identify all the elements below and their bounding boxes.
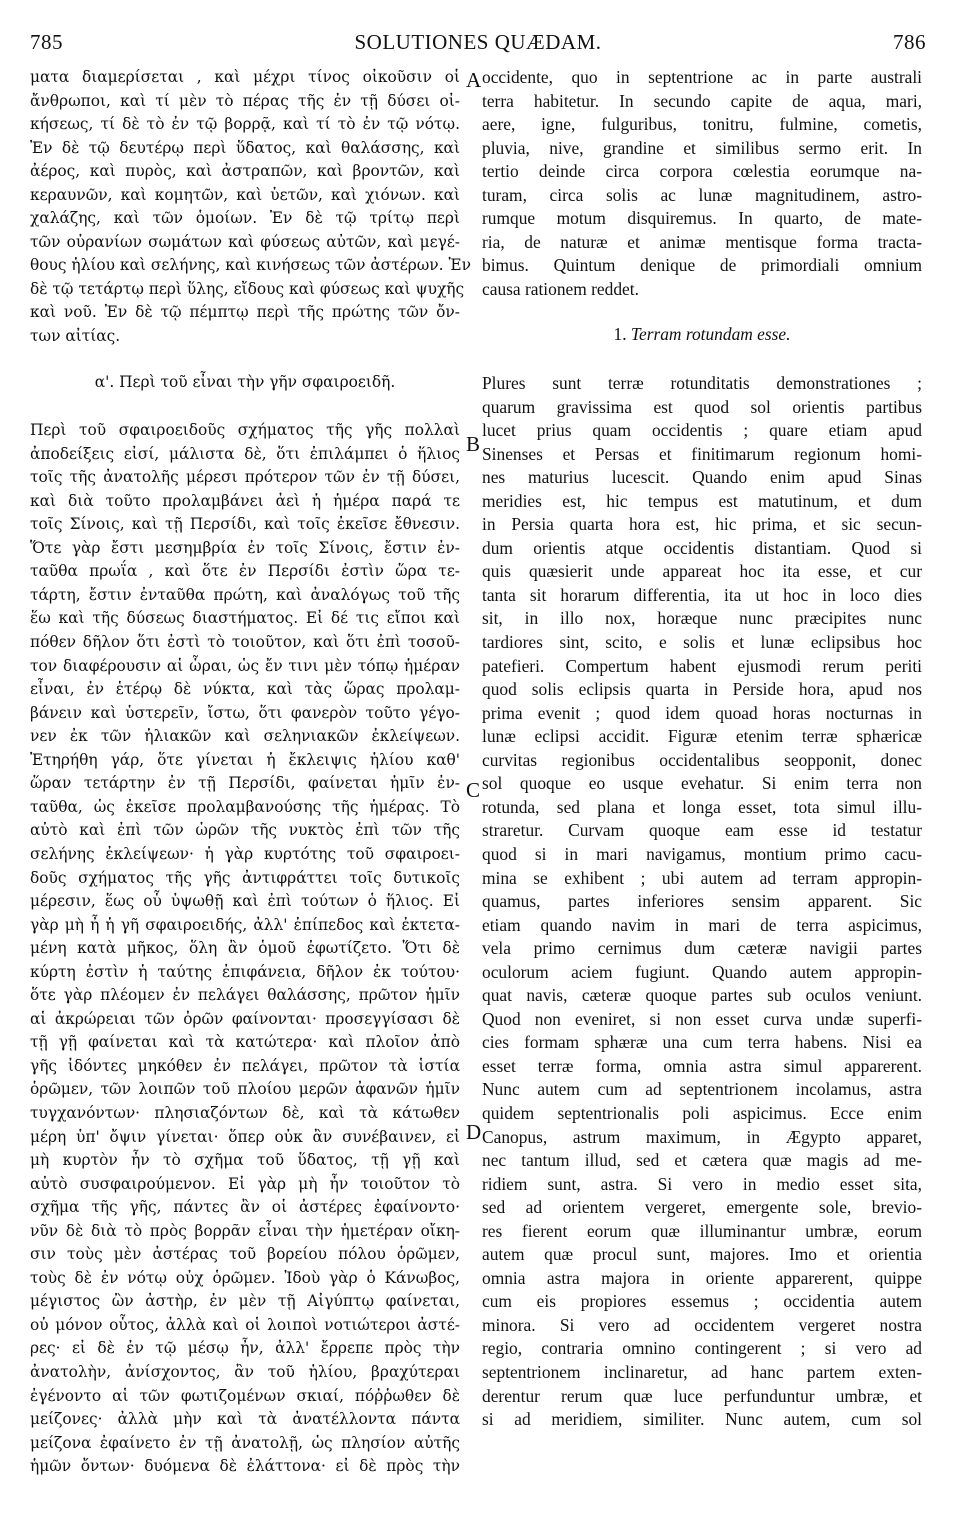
text-line: nec tantum illud, sed et cætera quæ magis ad me- — [482, 1150, 922, 1171]
text-line: etiam quando navim in mari de terra aspicimus, — [482, 914, 922, 935]
text-line: τῶν οὐρανίων σωμάτων καὶ φύσεως αὐτῶν, καὶ μεγέ- — [30, 232, 460, 251]
text-line: quis quæsierit unde appareat hoc ita esse, et cur — [482, 561, 922, 582]
text-line: Περὶ τοῦ σφαιροειδοῦς σχήματος τῆς γῆς πολλαὶ — [30, 421, 460, 440]
text-line: cies formam sphæræ una cum terra habens. Nisi ea — [482, 1032, 922, 1053]
text-line: ἄνθρωποι, καὶ τί μὲν τὸ πέρας τῆς ἐν τῇ δύσει οἰ- — [30, 91, 460, 110]
text-line: ὁρῶμεν, τῶν λοιπῶν τοῦ πλοίου μερῶν ἀφανῶν ἡμῖν — [30, 1080, 460, 1099]
text-line: terra habitetur. In secundo capite de aqua, mari, — [482, 90, 922, 111]
text-line: Canopus, astrum maximum, in Ægypto apparet, — [482, 1126, 922, 1147]
latin-body — [482, 372, 922, 1432]
margin-marker-b: B — [466, 432, 481, 456]
text-line: occidente, quo in septentrione ac in parte australi — [482, 67, 922, 87]
text-line: ridiem sunt, astra. Si vero in medio esset sita, — [482, 1173, 922, 1194]
text-line: μέγιστος ὢν ἀστὴρ, ἐν μὲν τῇ Αἰγύπτῳ φαίνεται, — [30, 1292, 460, 1311]
text-line: omnia astra majora in oriente apparerent, quippe — [482, 1267, 922, 1288]
text-line: nes maturius lucescit. Quando enim apud Sinas — [482, 467, 922, 488]
text-line: septentrionem inclinaretur, ad hanc partem exten- — [482, 1361, 922, 1382]
text-line: ὅτε γὰρ πλέομεν ἐν πελάγει θαλάσσης, πρῶτον ἡμῖν — [30, 986, 460, 1005]
text-line: cum eis propiores essemus ; occidentia autem — [482, 1291, 922, 1312]
text-line: oculorum aciem fugiunt. Quando autem appropin- — [482, 961, 922, 982]
text-line: κήσεως, τί δὲ τὸ ἐν τῷ βορρᾷ, καὶ τί τὸ ἐν τῷ νότῳ. — [30, 115, 460, 134]
text-line: σχῆμα τῆς γῆς, πάντες ἂν οἱ ἀστέρες ἐφαίνοντο· — [30, 1198, 460, 1217]
text-line: μὴ κυρτὸν ἦν τὸ σχῆμα τοῦ ὕδατος, τῇ γῇ καὶ — [30, 1151, 460, 1170]
text-line: ἀνατολὴν, ἀνίσχοντος, ἂν τοῦ ἡλίου, βραχύτεραι — [30, 1362, 460, 1381]
page-number-right: 786 — [893, 30, 926, 54]
latin-section-heading — [482, 323, 922, 347]
text-line: minora. Si vero ad occidentem vergeret nostra — [482, 1314, 922, 1335]
text-line: autem quæ procul sunt, majores. Imo et orientia — [482, 1244, 922, 1265]
text-line: quarum gravissima est quod sol orientis partibus — [482, 396, 922, 417]
text-line: causa rationem reddet. — [482, 278, 639, 299]
text-line: βάνειν καὶ ὑστερεῖν, ἴστω, ὅτι φανερὸν τοῦτο γέγο- — [30, 703, 460, 722]
text-line: ταῦθα, ὡς ἐκεῖσε προλαμβανούσης τῆς ἡμέρας. Τὸ — [30, 797, 460, 816]
greek-section-title: α'. Περὶ τοῦ εἶναι τὴν γῆν σφαιροειδῆ. — [94, 372, 396, 391]
text-line: patefieri. Compertum habent ejusmodi rerum periti — [482, 655, 922, 676]
text-line: μέρη ὑπ' ὄψιν γίνεται· ὅπερ οὐκ ἂν συνέβαινεν, εἰ — [30, 1127, 460, 1146]
text-line: αἱ ἀκρώρειαι τῶν ὀρῶν φαίνονται· προσεγγίσασι δὲ — [30, 1009, 460, 1028]
text-line: τάρτη, ἔστιν ἐνταῦθα πρώτη, καὶ ἀναλόγως τοῦ τῆς — [30, 585, 460, 604]
text-line: εἶναι, ἐν ἑτέρῳ δὲ νύκτα, καὶ τὰς ὥρας προλαμ- — [30, 680, 460, 699]
text-line: Ὅτε γὰρ ἔστι μεσημβρία ἐν τοῖς Σίνοις, ἔστιν ἐν- — [30, 538, 460, 557]
text-line: ὥραν τετάρτην ἐν τῇ Περσίδι, φαίνεται ἡμῖν ἐν- — [30, 774, 460, 793]
text-line: γὰρ μὴ ἦ ἡ γῆ σφαιροειδής, ἀλλ' ἐπίπεδος καὶ ἐκτετα- — [30, 915, 460, 934]
greek-intro — [30, 66, 471, 349]
text-line: τοῖς Σίνοις, καὶ τῇ Περσίδι, καὶ τοῖς ἐκεῖσε ἔθνεσιν. — [30, 515, 460, 534]
text-line: turam, circa solis ac lunæ magnitudinem, astro- — [482, 184, 922, 205]
greek-body — [30, 419, 460, 1479]
latin-section-number: 1. — [613, 324, 627, 345]
page-number-left: 785 — [30, 30, 63, 54]
text-line: sit, in illo nox, horæque nunc præcipites nunc — [482, 608, 922, 629]
text-line: τοὺς δὲ ἐν νότῳ οὐχ ὁρῶμεν. Ἰδοὺ γὰρ ὁ Κάνωβος, — [30, 1268, 460, 1287]
latin-column — [482, 66, 922, 1432]
text-line: dum orientis atque occidentis distantiam. Quod si — [482, 537, 922, 558]
text-line: si ad meridiem, similiter. Nunc autem, cum sol — [482, 1409, 922, 1430]
text-line: γῆς ἰδόντες μηκόθεν ἐν πελάγει, πρῶτον τὰ ἱστία — [30, 1056, 460, 1075]
text-line: tardiores sint, scito, e solis et lunæ eclipsibus hoc — [482, 632, 922, 653]
text-line: σιν τοὺς μὲν ἀστέρας τοῦ βορείου πόλου ὁρῶμεν, — [30, 1245, 460, 1264]
greek-column — [30, 66, 471, 1479]
text-line: οὐ μόνον οὗτος, ἀλλὰ καὶ οἱ λοιποὶ νοτιώτεροι ἀστέ- — [30, 1315, 460, 1334]
text-line: rotunda, sed plana et longa esset, tota simul illu- — [482, 796, 922, 817]
text-line: in Persia quarta hora est, hic prima, et sic secun- — [482, 514, 922, 535]
text-line: κεραυνῶν, καὶ κομητῶν, καὶ ὑετῶν, καὶ χιόνων. καὶ — [30, 185, 460, 204]
text-line: lunæ eclipsi accidit. Figuræ etenim terræ sphæricæ — [482, 726, 922, 747]
text-line: mina se exhibent ; ubi autem ad terram appropin- — [482, 867, 922, 888]
text-line: quod si in mari navigamus, montium primo cacu- — [482, 843, 922, 864]
page-header — [30, 30, 926, 58]
text-line: δοῦς σχήματος τῆς γῆς ἀντιφράττει τοῖς δυτικοῖς — [30, 868, 460, 887]
latin-intro — [482, 66, 922, 301]
text-line: πόθεν δῆλον ὅτι ἐστὶ τὸ τοιοῦτον, καὶ ὅτι ἐπὶ τοσοῦ- — [30, 633, 460, 652]
text-line: των αἰτίας. — [30, 327, 121, 346]
text-line: regio, contraria omnino contingerent ; si vero ad — [482, 1338, 922, 1359]
text-line: νῦν δὲ διὰ τὸ πρὸς βορρᾶν εἶναι τὴν ἡμετέραν οἴκη- — [30, 1221, 460, 1240]
text-line: καὶ νοῦ. Ἐν δὲ τῷ πέμπτῳ περὶ τῆς πρώτης τῶν ὄν- — [30, 303, 460, 322]
text-line: bimus. Quintum denique de primordiali omnium — [482, 255, 922, 276]
text-line: Plures sunt terræ rotunditatis demonstrationes ; — [482, 373, 922, 394]
text-line: ταῦθα πρωΐα , καὶ ὅτε ἐν Περσίδι ἐστὶν ὥρα τε- — [30, 562, 460, 581]
text-line: Ἐτηρήθη γάρ, ὅτε γίνεται ἡ ἔκλειψις ἡλίου καθ' — [30, 750, 460, 769]
text-line: Nunc autem cum ad septentrionem incolamus, astra — [482, 1079, 922, 1100]
text-line: τοῖς τῆς ἀνατολῆς μέρεσι πρότερον τῶν ἐν τῇ δύσει, — [30, 468, 460, 487]
text-line: σελήνης ἐκλείψεων· ἡ γὰρ κυρτότης τοῦ σφαιροει- — [30, 844, 460, 863]
text-line: Quod non eveniret, si non esset curva undæ superfi- — [482, 1008, 922, 1029]
text-line: ἀποδείξεις εἰσί, μάλιστα δὲ, ὅτι ἐπιλάμπει ὁ ἥλιος — [30, 444, 460, 463]
text-line: αὐτὸ καὶ ἐπὶ τῶν ὡρῶν τῆς νυκτὸς ἐπὶ τῶν τῆς — [30, 821, 460, 840]
text-line: tanta sit horarum differentia, ita ut hoc in loco dies — [482, 584, 922, 605]
text-line: meridies est, hic tempus est matutinum, et dum — [482, 490, 922, 511]
text-line: prima evenit ; quod idem quoad horas nocturnas in — [482, 702, 922, 723]
text-line: straretur. Curvam quoque eam esse id testatur — [482, 820, 922, 841]
text-line: μείζονες· ἀλλὰ μὴν καὶ τὰ ἀνατέλλοντα πάντα — [30, 1410, 460, 1429]
text-line: νεν ἐκ τῶν ἡλιακῶν καὶ σεληνιακῶν ἐκλείψεων. — [30, 727, 460, 746]
text-line: τῇ γῇ φαίνεται καὶ τὰ κατώτερα· καὶ πλοῖον ἀπὸ — [30, 1033, 460, 1052]
text-line: rumque motum disquiremus. In quarto, de mate- — [482, 208, 922, 229]
running-title: SOLUTIONES QUÆDAM. — [354, 30, 602, 54]
text-line: Sinenses et Persas et finitimarum regionum homi- — [482, 443, 922, 464]
text-line: ἡμῶν ὄντων· δυόμενα δὲ ἐλάττονα· εἰ δὲ πρὸς τὴν — [30, 1457, 460, 1476]
text-line: δὲ τῷ τετάρτῳ περὶ ὕλης, εἴδους καὶ φύσεως καὶ ψυχῆς — [30, 279, 465, 298]
text-line: derentur rerum quæ luce perfunduntur umbræ, et — [482, 1385, 922, 1406]
text-line: quamus, partes inferiores sensim apparent. Sic — [482, 891, 922, 912]
margin-marker-a: A — [466, 68, 482, 92]
text-line: τον διαφέρουσιν αἱ ὧραι, ὡς ἔν τινι μὲν τόπῳ ἡμέραν — [30, 656, 460, 675]
text-line: χαλάζης, καὶ τῶν ὁμοίων. Ἐν δὲ τῷ τρίτῳ περὶ — [30, 209, 460, 228]
text-line: esset terræ forma, omnia astra simul apparerent. — [482, 1055, 922, 1076]
text-line: lucet prius quam occidentis ; quare etiam apud — [482, 420, 922, 441]
text-line: ἀέρος, καὶ πυρὸς, καὶ ἀστραπῶν, καὶ βροντῶν, καὶ — [30, 162, 460, 181]
text-line: curvitas regionibus occidentalibus seopponit, donec — [482, 749, 922, 770]
text-line: μέρεσιν, ἕως οὗ ὑψωθῇ καὶ ἐπὶ τούτων ὁ ἥλιος. Εἰ — [30, 892, 460, 911]
text-line: sol quoque eo usque evehatur. Si enim terra non — [482, 773, 922, 794]
text-line: αὐτὸ συσφαιρούμενον. Εἰ γὰρ μὴ ἦν τοιοῦτον τὸ — [30, 1174, 460, 1193]
text-line: pluvia, nive, grandine et similibus sermo erit. In — [482, 137, 922, 158]
text-line: aere, igne, fulguribus, tonitru, fulmine, cometis, — [482, 114, 922, 135]
text-line: ria, de naturæ et animæ mentisque forma tracta- — [482, 231, 922, 252]
text-line: κύρτη ἐστὶν ἡ ταύτης ἐπιφάνεια, δῆλον ἐκ τούτου· — [30, 962, 460, 981]
text-line: ἕω καὶ τῆς δύσεως διαστήματος. Εἰ δέ τις εἴποι καὶ — [30, 609, 460, 628]
text-line: καὶ διὰ τοῦτο προλαμβάνει ἀεὶ ἡ ἡμέρα παρά τε — [30, 491, 460, 510]
latin-section-title: Terram rotundam esse. — [630, 324, 791, 345]
text-line: quod solis eclipsis quarta in Perside hora, apud nos — [482, 679, 922, 700]
text-line: ἐγένοντο αἱ τῶν φωτιζομένων σκιαί, πόῤῥωθεν δὲ — [30, 1386, 460, 1405]
text-line: quidem septentrionalis poli aspicimus. Ecce enim — [482, 1102, 922, 1123]
text-line: vela primo cernimus dum cæteræ navigii partes — [482, 938, 922, 959]
text-line: ρες· εἰ δὲ ἐν τῷ μέσῳ ἦν, ἀλλ' ἔρρεπε πρὸς τὴν — [30, 1339, 460, 1358]
text-line: μένη κατὰ μῆκος, ὅλη ἂν ὁμοῦ ἐφωτίζετο. Ὅτι δὲ — [30, 939, 460, 958]
text-line: θους ἡλίου καὶ σελήνης, καὶ κινήσεως τῶν ἀστέρων. Ἐν — [30, 256, 471, 275]
text-line: τυγχανόντων· πλησιαζόντων δὲ, καὶ τὰ κάτωθεν — [30, 1103, 460, 1122]
margin-marker-c: C — [466, 778, 481, 802]
text-line: Ἐν δὲ τῷ δευτέρῳ περὶ ὕδατος, καὶ θαλάσσης, καὶ — [30, 138, 460, 157]
text-line: ματα διαμερίσεται , καὶ μέχρι τίνος οἰκοῦσιν οἱ — [30, 68, 460, 86]
text-line: res fierent eorum quæ illuminantur umbræ, eorum — [482, 1220, 922, 1241]
margin-marker-d: D — [466, 1120, 482, 1144]
text-line: sed ad orientem vergeret, emergente sole, brevio- — [482, 1197, 922, 1218]
text-line: μείζονα ἐφαίνετο ἐν τῇ ἀνατολῇ, ὡς πλησίον αὐτῆς — [30, 1433, 460, 1452]
text-line: quat navis, cæteræ quoque partes sub oculos veniunt. — [482, 985, 922, 1006]
text-line: tertio deinde circa corpora cœlestia eorumque na- — [482, 161, 922, 182]
